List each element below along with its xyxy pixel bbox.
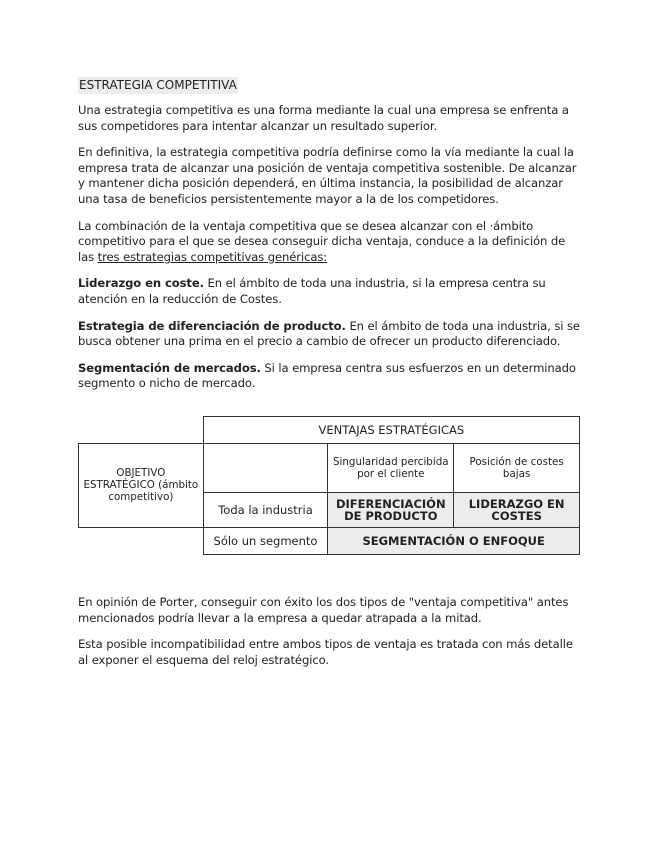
row-label-segmento: Sólo un segmento — [203, 527, 328, 554]
strategy-title: Segmentación de mercados. — [78, 360, 261, 375]
objetivo-cell: OBJETIVO ESTRATÉGICO (ámbito competitivo) — [79, 443, 204, 527]
intro-paragraph: Una estrategia competitiva es una forma mediante la cual una empresa se enfrenta a sus competidores para intentar alcanzar un resultado superior. — [78, 103, 569, 133]
combination-text: La combinación de la ventaja competitiva que se desea alcanzar con el ·ámbito competitivo para el que se desea conseguir dicha ventaja, conduce a la definición de las — [78, 218, 566, 264]
generic-strategies-link: tres estrategias competitivas genéricas: — [97, 249, 328, 264]
strategy-table — [78, 416, 580, 555]
cell-diferenciacion: DIFERENCIACIÓN DE PRODUCTO — [328, 492, 454, 527]
document-page — [78, 74, 580, 679]
strategy-differentiation — [78, 319, 580, 350]
incompatibility-paragraph: Esta posible incompatibilidad entre ambos tipos de ventaja es tratada con más detalle al exponer el esquema del reloj estratégico. — [78, 637, 573, 667]
strategy-text: Si la empresa centra sus esfuerzos en un determinado segmento o nicho de mercado. — [78, 360, 576, 391]
col-singularidad: Singularidad percibida por el cliente — [328, 443, 454, 492]
row-label-industria: Toda la industria — [203, 492, 328, 527]
cell-segmentacion: SEGMENTACIÓN O ENFOQUE — [328, 527, 580, 554]
empty-cell — [203, 443, 328, 492]
empty-cell — [79, 527, 204, 554]
col-costes: Posición de costes bajas — [454, 443, 580, 492]
combination-paragraph — [78, 219, 580, 266]
definition-paragraph: En definitiva, la estrategia competitiva podría definirse como la vía mediante la cual la empresa trata de alcanzar una posición de ventaja competitiva sostenible. De alcanzar y mantener dicha posición dependerá, en última instancia, la posibilidad de alcanzar una tasa de beneficios persistentemente mayor a la de los competidores. — [78, 145, 577, 206]
porter-paragraph: En opinión de Porter, conseguir con éxito los dos tipos de "ventaja competitiva" antes mencionados podría llevar a la empresa a quedar atrapada a la mitad. — [78, 594, 569, 625]
strategy-text: En el ámbito de toda una industria, si la empresa centra su atención en la reducción de Costes. — [78, 276, 546, 306]
strategy-segmentation — [78, 361, 580, 392]
strategy-title: Liderazgo en coste. — [78, 276, 204, 291]
strategy-title: Estrategia de diferenciación de producto. — [78, 318, 346, 333]
empty-corner-cell — [79, 416, 204, 443]
page-title: ESTRATEGIA COMPETITIVA — [79, 78, 237, 92]
strategy-text: En el ámbito de toda una industria, si se busca obtener una prima en el precio a cambio de ofrecer un producto diferenciado. — [78, 318, 580, 349]
table-header-ventajas: VENTAJAS ESTRATÉGICAS — [203, 416, 579, 443]
cell-liderazgo: LIDERAZGO EN COSTES — [454, 492, 580, 527]
strategy-cost-leadership — [78, 276, 580, 307]
